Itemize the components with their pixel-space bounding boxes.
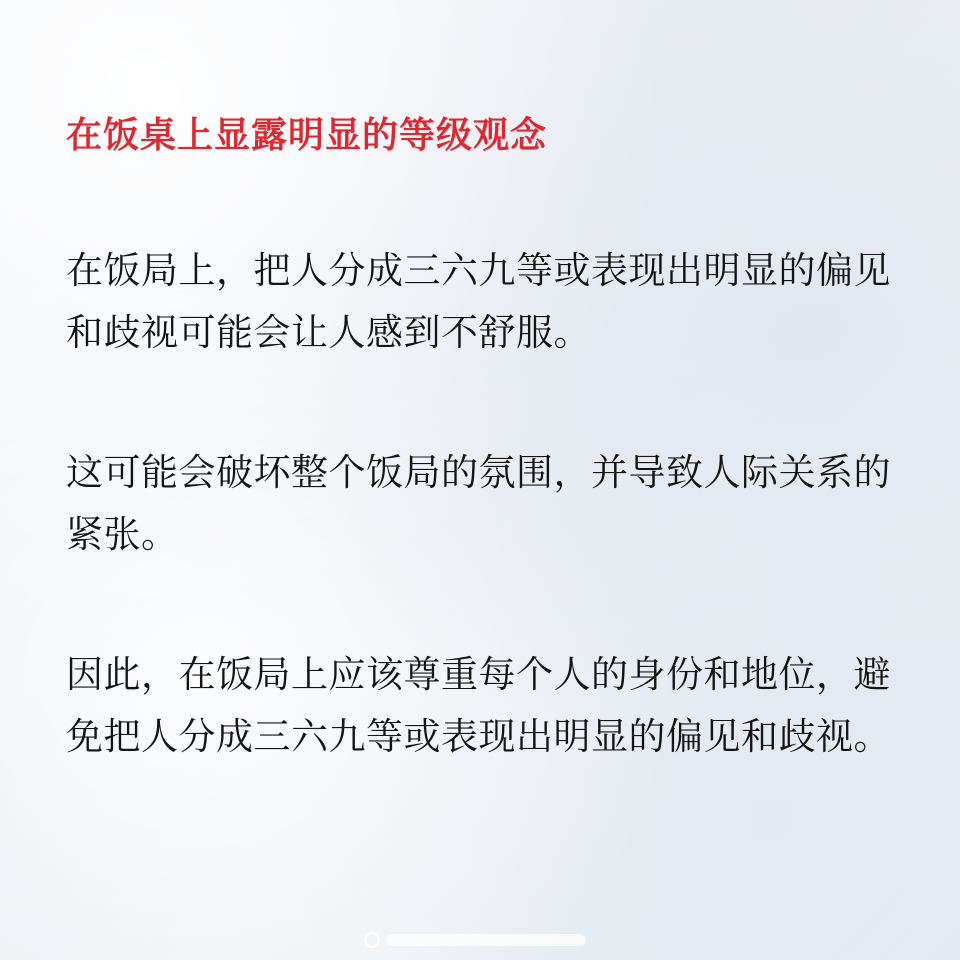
paragraph-2: 这可能会破坏整个饭局的氛围，并导致人际关系的紧张。 xyxy=(66,451,891,556)
paragraph-1: 在饭局上，把人分成三六九等或表现出明显的偏见和歧视可能会让人感到不舒服。 xyxy=(66,249,891,354)
watermark-logo xyxy=(362,928,602,952)
article-heading: 在饭桌上显露明显的等级观念 xyxy=(66,115,548,156)
paragraph-3: 因此，在饭局上应该尊重每个人的身份和地位，避免把人分成三六九等或表现出明显的偏见和歧视。 xyxy=(66,653,891,758)
